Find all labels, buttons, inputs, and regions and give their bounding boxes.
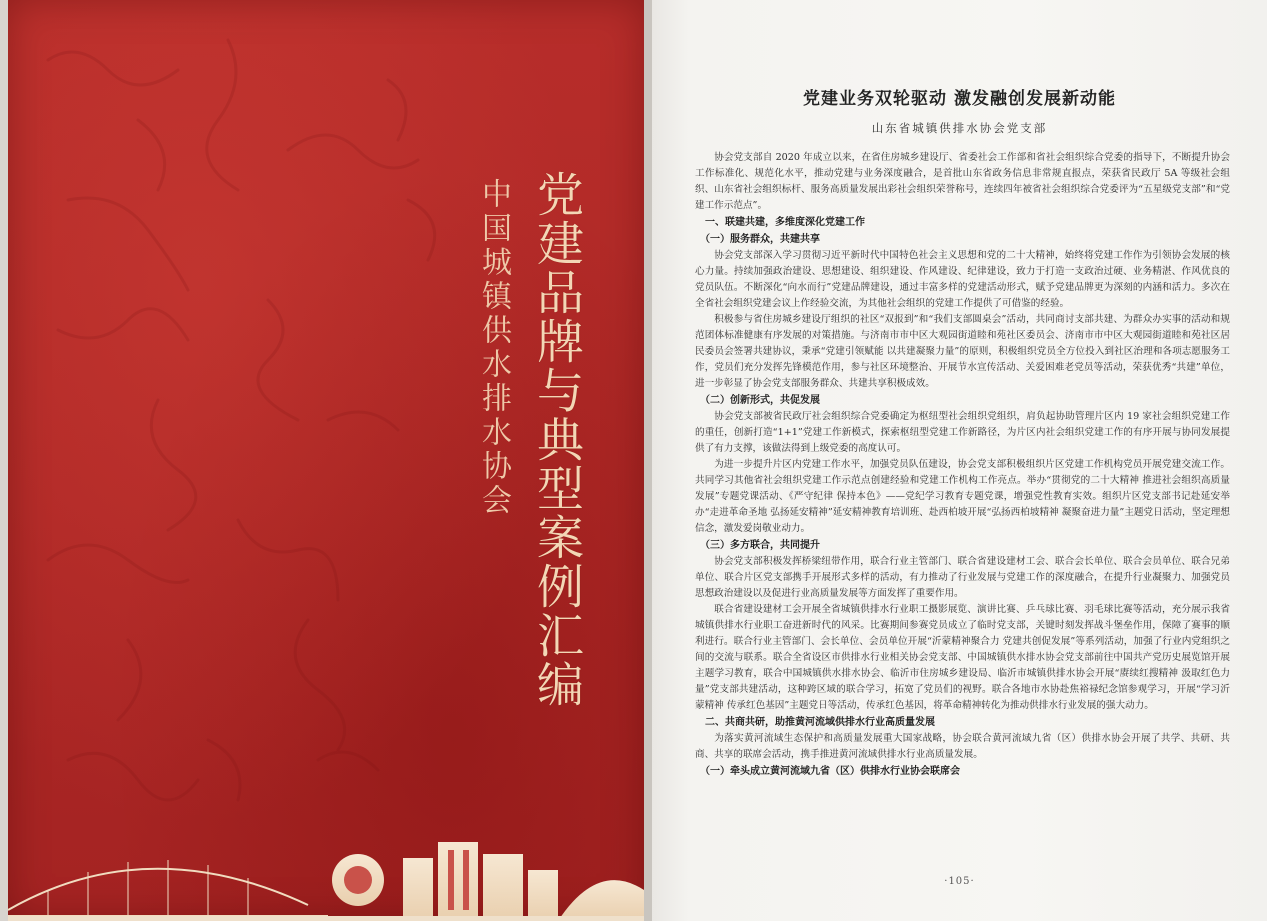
section-heading-2: 二、共商共研，助推黄河流域供排水行业高质量发展 <box>705 717 935 728</box>
document-author: 山东省城镇供排水协会党支部 <box>871 121 1048 135</box>
page-gutter <box>644 0 652 921</box>
document-page <box>652 0 1267 921</box>
document-body <box>695 150 1230 780</box>
document-title: 党建业务双轮驱动 激发融创发展新动能 <box>803 89 1116 109</box>
subsection-heading-1-3: （三）多方联合，共同提升 <box>700 540 820 551</box>
paragraph-intro: 协会党支部自 2020 年成立以来，在省住房城乡建设厅、省委社会工作部和省社会组织综合党委的指导下，不断提升协会工作标准化、规范化水平，推动党建与业务深度融合，是首批山东省政务信息非常规直报点，荣获省民政厅 5A 等级社会组织、山东省社会组织标杆、服务高质量发展出彩社会组织荣誉称号，连续四年被省社会组织综合党委评为“五星级党支部”和“党建工作示范点”。 <box>695 152 1230 211</box>
cover-title: 党建品牌与典型案例汇编 <box>529 170 584 709</box>
cover-skyline-illustration <box>8 820 644 921</box>
paragraph: 联合省建设建材工会开展全省城镇供排水行业职工摄影展览、演讲比赛、乒乓球比赛、羽毛球比赛等活动，充分展示我省城镇供排水行业职工奋进新时代的风采。比赛期间参赛党员成立了临时党支部，关键时刻发挥战斗堡垒作用，保障了赛事的顺利进行。联合行业主管部门、会长单位、会员单位开展“沂蒙精神聚合力 党建共创促发展”等系列活动，加强了行业内党组织之间的交流与联系。联合全省设区市供排水行业相关协会党支部、中国城镇供水排水协会党支部前往中国共产党历史展览馆开展主题学习教育，联合中国城镇供水排水协会、临沂市住房城乡建设局、临沂市城镇供排水协会开展“赓续红搜精神 汲取红色力量”党支部共建活动，这种跨区域的联合学习，拓宽了党员们的视野。联合各地市水协赴焦裕禄纪念馆参观学习，开展“学习沂蒙精神 传承红色基因”主题党日等活动，传承红色基因，将革命精神转化为推动供排水行业发展的强大动力。 <box>695 604 1230 711</box>
subsection-heading-1-2: （二）创新形式，共促发展 <box>700 395 820 406</box>
paragraph: 为进一步提升片区内党建工作水平，加强党员队伍建设，协会党支部积极组织片区党建工作机构党员开展党建交流工作。共同学习其他省社会组织党建工作示范点创建经验和党建工作机构工作亮点。举办“贯彻党的二十大精神 推进社会组织高质量发展”专题党课活动、《严守纪律 保持本色》——党纪学习教育专题党课，增强党性教育实效。组织片区党支部书记赴延安举办“走进革命圣地 弘扬延安精神”延安精神教育培训班、赴西柏坡开展“弘扬西柏坡精神 凝聚奋进力量”主题党日活动，坚定理想信念，激发爱岗敬业动力。 <box>695 459 1230 534</box>
subsection-heading-1-1: （一）服务群众，共建共享 <box>700 234 820 245</box>
paragraph: 协会党支部被省民政厅社会组织综合党委确定为枢纽型社会组织党组织，肩负起协助管理片区内 19 家社会组织党建工作的重任，创新打造“1+1”党建工作新模式，探索枢纽型党建工作新路径，为片区内社会组织党建工作的有序开展与协同发展提供了有力支撑，该做法得到上级党委的高度认可。 <box>695 411 1230 454</box>
section-heading-1: 一、联建共建，多维度深化党建工作 <box>705 217 865 228</box>
paragraph: 为落实黄河流域生态保护和高质量发展重大国家战略，协会联合黄河流域九省（区）供排水协会开展了共学、共研、共商、共享的联席会活动，携手推进黄河流域供排水行业高质量发展。 <box>695 733 1230 760</box>
paragraph: 协会党支部积极发挥桥梁纽带作用，联合行业主管部门、联合省建设建材工会、联合会长单位、联合会员单位、联合兄弟单位、联合片区党支部携手开展形式多样的活动，有力推动了行业发展与党建工作的深度融合，在提升行业凝聚力、加强党员思想政治建设以及促进行业高质量发展等方面发挥了重要作用。 <box>695 556 1230 599</box>
paragraph: 积极参与省住房城乡建设厅组织的社区“双报到”和“我们支部圆桌会”活动，共同商讨支部共建、为群众办实事的活动和规范团体标准健康有序发展的对策措施。与济南市市中区大观园街道睦和苑社区委员会、济南市市中区大观园街道睦和苑社区居民委员会签署共建协议，秉承“党建引领赋能 以共建凝聚力量”的原则，积极组织党员全方位投入到社区治理和各项志愿服务工作，党员们充分发挥先锋模范作用，参与社区环境整治、开展节水宣传活动、关爱困难老党员等活动，荣获优秀“共建”单位，进一步彰显了协会党支部服务群众、共建共享积极成效。 <box>695 314 1230 389</box>
page-number: ·105· <box>944 876 975 887</box>
cover-left-gap <box>0 0 8 921</box>
subsection-heading-2-1: （一）牵头成立黄河流域九省（区）供排水行业协会联席会 <box>700 766 960 777</box>
paragraph: 协会党支部深入学习贯彻习近平新时代中国特色社会主义思想和党的二十大精神，始终将党建工作作为引领协会发展的核心力量。持续加强政治建设、思想建设、组织建设、作风建设、纪律建设，致力于打造一支政治过硬、业务精湛、作风优良的党员队伍。不断深化“向水而行”党建品牌建设，通过丰富多样的党建活动形式，赋予党建品牌更为深刻的内涵和活力。多次在全省社会组织党建会议上作经验交流，为其他社会组织的党建工作提供了可借鉴的经验。 <box>695 250 1230 309</box>
cover-page <box>8 0 644 921</box>
cover-subtitle: 中国城镇供水排水协会 <box>476 178 511 518</box>
